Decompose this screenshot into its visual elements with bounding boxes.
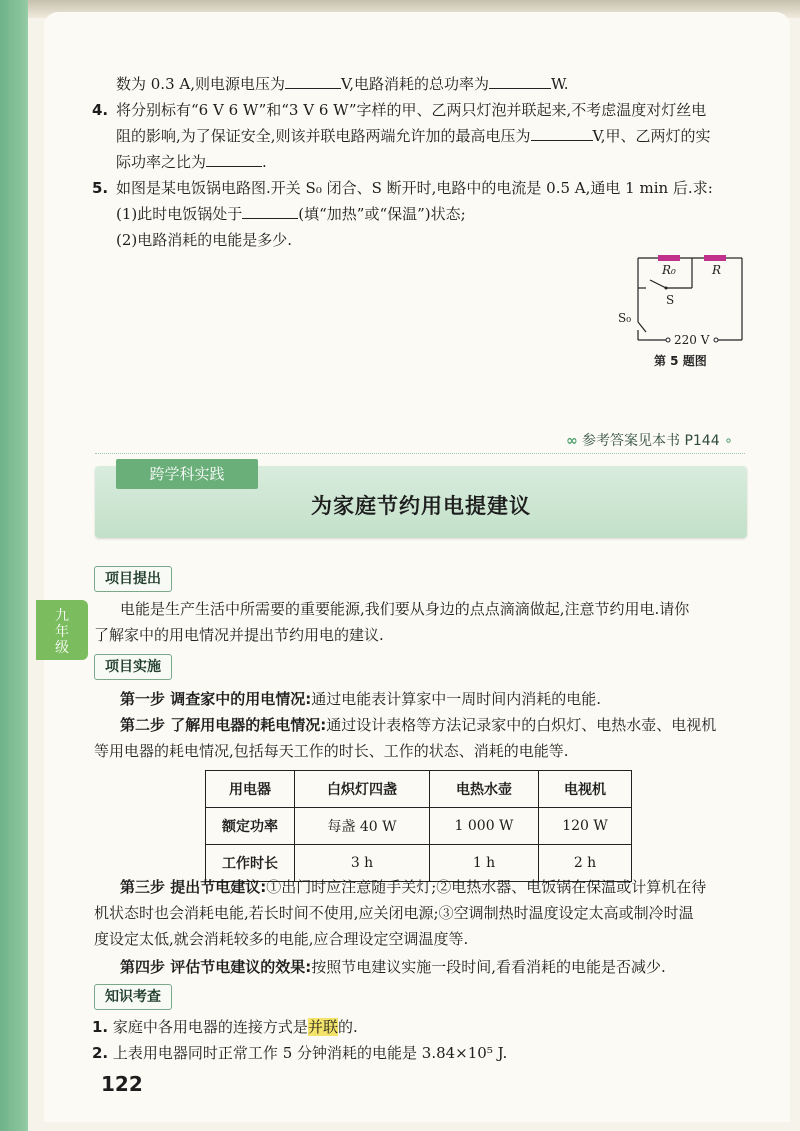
q3-continuation <box>116 74 569 94</box>
q5-number: 5. <box>92 179 109 197</box>
q5-line1: 如图是某电饭锅电路图.开关 S₀ 闭合、S 断开时,电路中的电流是 0.5 A,通电 1 min 后.求: <box>116 179 713 197</box>
q4-text-d: . <box>262 153 267 171</box>
step3-text: ①出门时应注意随手关灯;②电热水器、电饭锅在保温或计算机在待 <box>266 878 707 896</box>
table-header-cell: 用电器 <box>206 771 295 808</box>
answer-reference <box>566 430 733 450</box>
step1 <box>120 686 601 712</box>
table-cell: 2 h <box>539 845 632 882</box>
resistor-r0 <box>658 255 680 261</box>
q3-text-b: V,电路消耗的总功率为 <box>341 75 489 93</box>
table-cell: 3 h <box>295 845 430 882</box>
step2-text: 通过设计表格等方法记录家中的白炽灯、电热水壶、电视机 <box>326 716 717 734</box>
answer-blank[interactable] <box>285 74 341 89</box>
answer-blank[interactable] <box>206 152 262 167</box>
step3-line2: 机状态时也会消耗电能,若长时间不使用,应关闭电源;③空调制热时温度设定太高或制冷时温 <box>94 904 694 922</box>
terminal-right <box>714 338 718 342</box>
proposal-line2: 了解家中的用电情况并提出节约用电的建议. <box>94 626 384 644</box>
knowledge-q2-text: 上表用电器同时正常工作 5 分钟消耗的电能是 3.84×10⁵ J. <box>112 1044 508 1062</box>
table-header-cell: 白炽灯四盏 <box>295 771 430 808</box>
dotted-divider <box>95 453 745 455</box>
q5-sub2: (2)电路消耗的电能是多少. <box>116 231 293 249</box>
switch-s-blade <box>650 280 666 288</box>
step1-text: 通过电能表计算家中一周时间内消耗的电能. <box>311 690 602 708</box>
terminal-left <box>666 338 670 342</box>
table-cell: 1 h <box>430 845 539 882</box>
figure-caption: 第 5 题图 <box>654 354 707 368</box>
q4-text-a: 阻的影响,为了保证安全,则该并联电路两端允许加的最高电压为 <box>116 127 531 145</box>
step4-title: 第四步 评估节电建议的效果: <box>120 958 312 976</box>
dot-icon: ∘ <box>719 433 733 449</box>
label-s: S <box>666 293 675 307</box>
proposal-line1: 电能是生产生活中所需要的重要能源,我们要从身边的点点滴滴做起,注意节约用电.请你 <box>120 600 690 618</box>
knowledge-q1-text-b: 的. <box>337 1018 358 1036</box>
section-tag-implementation: 项目实施 <box>94 654 172 680</box>
label-s0: S₀ <box>618 311 632 325</box>
section-tag-knowledge: 知识考查 <box>94 984 172 1010</box>
q4-line2 <box>116 126 711 146</box>
switch-contact <box>665 287 668 290</box>
q5-sub1 <box>116 204 466 224</box>
q4-line1: 将分别标有“6 V 6 W”和“3 V 6 W”字样的甲、乙两只灯泡并联起来,不考虑温度对灯丝电 <box>116 101 707 119</box>
resistor-r <box>704 255 726 261</box>
table-cell: 工作时长 <box>206 845 295 882</box>
q3-text-a: 数为 0.3 A,则电源电压为 <box>116 75 285 93</box>
step2-line2: 等用电器的耗电情况,包括每天工作的时长、工作的状态、消耗的电能等. <box>94 742 569 760</box>
grade-tab-char: 九 <box>55 608 69 624</box>
knowledge-q1 <box>92 1014 358 1040</box>
q5-sub1-text-a: (1)此时电饭锅处于 <box>116 205 243 223</box>
step2 <box>120 712 716 738</box>
appliance-table <box>205 770 632 882</box>
chain-link-icon: ∞ <box>566 433 578 449</box>
table-cell: 120 W <box>539 808 632 845</box>
table-cell: 每盏 40 W <box>295 808 430 845</box>
step1-title: 第一步 调查家中的用电情况: <box>120 690 312 708</box>
switch-s0-blade <box>638 322 646 332</box>
step3 <box>120 874 706 900</box>
grade-tab-char: 年 <box>55 624 69 640</box>
knowledge-q1-text-a: 家庭中各用电器的连接方式是 <box>112 1018 308 1036</box>
label-r: R <box>712 263 722 277</box>
answer-reference-text: 参考答案见本书 P144 <box>582 433 720 449</box>
step2-title: 第二步 了解用电器的耗电情况: <box>120 716 327 734</box>
rice-cooker-circuit-diagram <box>618 250 748 370</box>
highlighted-answer: 并联 <box>307 1018 338 1036</box>
banner-tag: 跨学科实践 <box>116 459 258 489</box>
grade-tab-char: 级 <box>55 640 69 656</box>
step4 <box>120 954 666 980</box>
q4-number: 4. <box>92 101 109 119</box>
grade-side-tab <box>36 600 88 660</box>
q4-line3 <box>116 152 267 172</box>
q3-text-c: W. <box>550 75 569 93</box>
answer-blank[interactable] <box>489 74 551 89</box>
table-cell: 1 000 W <box>430 808 539 845</box>
q4-text-b: V,甲、乙两灯的实 <box>592 127 711 145</box>
table-header-cell: 电视机 <box>539 771 632 808</box>
table-cell: 额定功率 <box>206 808 295 845</box>
q4-text-c: 际功率之比为 <box>116 153 207 171</box>
page-number: 122 <box>101 1072 143 1096</box>
table-header-cell: 电热水壶 <box>430 771 539 808</box>
table-header-row <box>206 771 632 808</box>
banner-title: 为家庭节约用电提建议 <box>311 493 531 518</box>
step3-line3: 度设定太低,就会消耗较多的电能,应合理设定空调温度等. <box>94 930 469 948</box>
q5-sub1-text-b: (填“加热”或“保温”)状态; <box>298 205 466 223</box>
section-tag-proposal: 项目提出 <box>94 566 172 592</box>
label-r0: R₀ <box>662 263 676 277</box>
step4-text: 按照节电建议实施一段时间,看看消耗的电能是否减少. <box>311 958 666 976</box>
knowledge-q1-number: 1. <box>92 1018 109 1036</box>
step3-title: 第三步 提出节电建议: <box>120 878 267 896</box>
answer-blank[interactable] <box>242 204 298 219</box>
table-row <box>206 808 632 845</box>
answer-blank[interactable] <box>531 126 593 141</box>
knowledge-q2 <box>92 1040 507 1066</box>
knowledge-q2-number: 2. <box>92 1044 109 1062</box>
label-voltage: 220 V <box>674 333 710 347</box>
